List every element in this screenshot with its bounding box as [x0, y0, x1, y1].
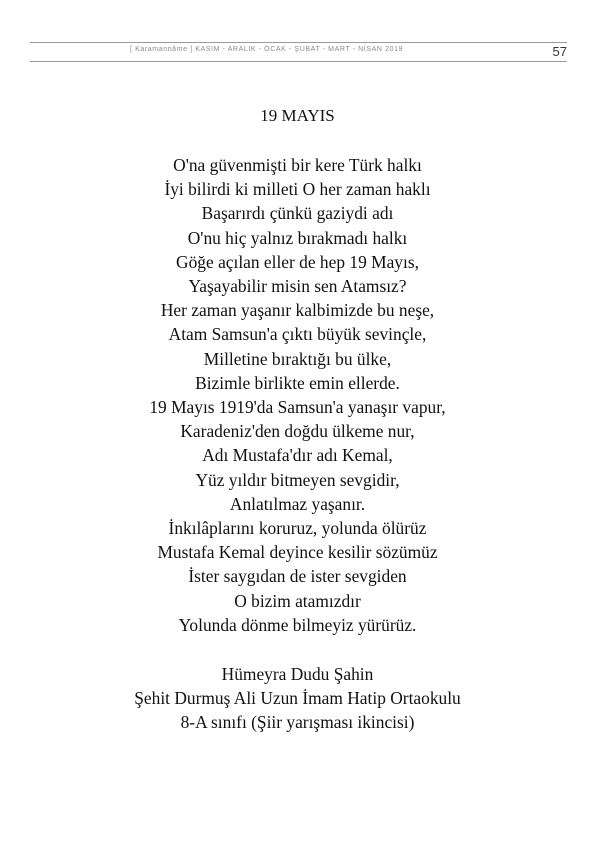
poem-line: 19 Mayıs 1919'da Samsun'a yanaşır vapur,	[149, 397, 446, 418]
poem-line: O'nu hiç yalnız bırakmadı halkı	[187, 227, 408, 248]
page-header	[30, 42, 567, 62]
poem-line: Mustafa Kemal deyince kesilir sözümüz	[157, 542, 438, 563]
poem-line: İster saygıdan de ister sevgiden	[188, 566, 407, 587]
poem-line: İyi bilirdi ki milleti O her zaman haklı	[164, 179, 431, 200]
page-number: 57	[552, 44, 567, 59]
poem-lines	[0, 153, 595, 637]
poem	[0, 105, 595, 751]
poem-line: O bizim atamızdır	[234, 590, 361, 611]
running-title: [ Karamannâme ] KASIM - ARALIK - OCAK - ŞUBAT - MART - NİSAN 2019	[130, 46, 404, 53]
author-signature	[0, 662, 595, 735]
poem-line: O'na güvenmişti bir kere Türk halkı	[173, 155, 422, 175]
author-name: Hümeyra Dudu Şahin	[221, 664, 374, 685]
poem-line: Anlatılmaz yaşanır.	[229, 493, 366, 514]
poem-line: Her zaman yaşanır kalbimizde bu neşe,	[160, 300, 435, 321]
poem-line: Bizimle birlikte emin ellerde.	[195, 372, 400, 393]
poem-line: Göğe açılan eller de hep 19 Mayıs,	[176, 251, 419, 272]
author-class-note: 8-A sınıfı (Şiir yarışması ikincisi)	[180, 712, 415, 733]
poem-line: Atam Samsun'a çıktı büyük sevinçle,	[168, 324, 427, 345]
poem-line: Başarırdı çünkü gaziydi adı	[201, 203, 394, 224]
poem-line: Yaşayabilir misin sen Atamsız?	[188, 276, 407, 297]
author-school: Şehit Durmuş Ali Uzun İmam Hatip Ortaokulu	[134, 688, 461, 709]
poem-line: Yüz yıldır bitmeyen sevgidir,	[195, 469, 400, 490]
poem-title: 19 MAYIS	[260, 106, 335, 125]
poem-line: Karadeniz'den doğdu ülkeme nur,	[180, 421, 415, 442]
poem-line: Adı Mustafa'dır adı Kemal,	[202, 445, 393, 466]
poem-line: İnkılâplarını koruruz, yolunda ölürüz	[168, 518, 427, 539]
poem-line: Yolunda dönme bilmeyiz yürürüz.	[178, 614, 417, 635]
poem-line: Milletine bıraktığı bu ülke,	[203, 348, 392, 369]
